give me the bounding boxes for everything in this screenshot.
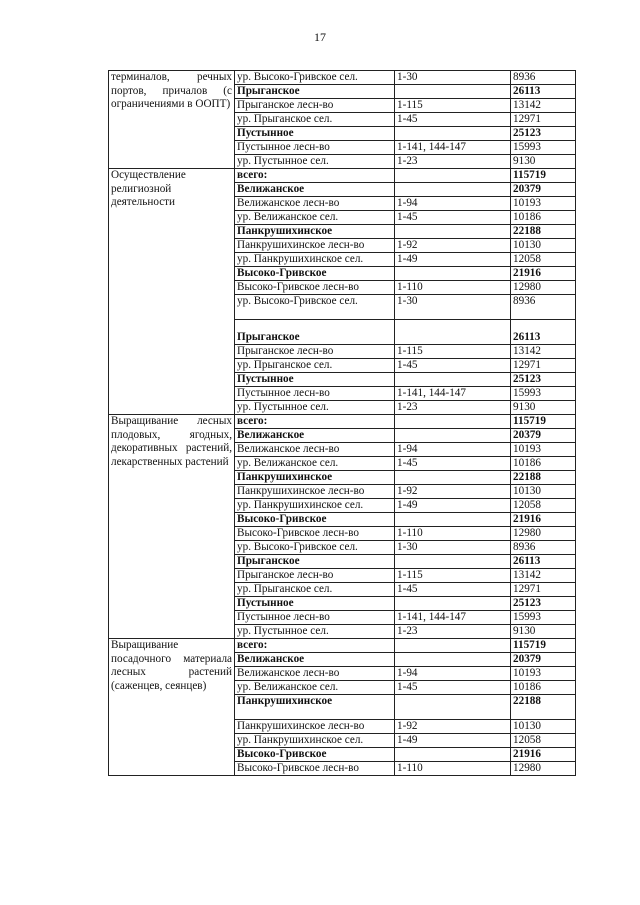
area-value: 10186	[511, 457, 576, 471]
quarter-numbers	[395, 320, 511, 345]
forest-area-name: Прыганское лесн-во	[235, 99, 395, 113]
area-value: 21916	[511, 748, 576, 762]
quarter-numbers: 1-45	[395, 359, 511, 373]
purpose-cell: Выращивание лесных плодовых, ягодных, декоративных растений, лекарственных растений	[109, 415, 235, 639]
forest-area-name: ур. Прыганское сел.	[235, 583, 395, 597]
quarter-numbers	[395, 415, 511, 429]
area-value: 13142	[511, 345, 576, 359]
quarter-numbers: 1-94	[395, 197, 511, 211]
forest-area-name: Велижанское лесн-во	[235, 197, 395, 211]
quarter-numbers: 1-115	[395, 569, 511, 583]
area-value: 22188	[511, 225, 576, 239]
quarter-numbers: 1-30	[395, 295, 511, 320]
area-value: 26113	[511, 555, 576, 569]
forest-area-name: Высоко-Гривское	[235, 267, 395, 281]
quarter-numbers: 1-30	[395, 71, 511, 85]
forest-area-name: Пустынное лесн-во	[235, 387, 395, 401]
quarter-numbers: 1-23	[395, 625, 511, 639]
quarter-numbers: 1-141, 144-147	[395, 387, 511, 401]
forest-area-name: Прыганское лесн-во	[235, 569, 395, 583]
quarter-numbers: 1-92	[395, 485, 511, 499]
forest-area-name: Пустынное лесн-во	[235, 611, 395, 625]
area-value: 12971	[511, 113, 576, 127]
purpose-cell: Выращивание посадочного материала лесных растений (саженцев, сеянцев)	[109, 639, 235, 776]
quarter-numbers: 1-94	[395, 443, 511, 457]
page-number: 17	[314, 30, 326, 44]
area-value: 10130	[511, 485, 576, 499]
area-value: 12058	[511, 499, 576, 513]
forest-area-name: Панкрушихинское	[235, 695, 395, 720]
forest-area-name: всего:	[235, 639, 395, 653]
forest-area-name: Панкрушихинское лесн-во	[235, 239, 395, 253]
area-value: 9130	[511, 625, 576, 639]
area-value: 10193	[511, 443, 576, 457]
forest-area-name: ур. Высоко-Гривское сел.	[235, 295, 395, 320]
forest-area-name: Велижанское лесн-во	[235, 667, 395, 681]
quarter-numbers: 1-92	[395, 239, 511, 253]
forest-area-name: Прыганское	[235, 85, 395, 99]
forest-area-name: Панкрушихинское	[235, 225, 395, 239]
forest-area-name: ур. Высоко-Гривское сел.	[235, 541, 395, 555]
area-value: 10186	[511, 681, 576, 695]
quarter-numbers: 1-141, 144-147	[395, 611, 511, 625]
area-value: 10186	[511, 211, 576, 225]
quarter-numbers	[395, 85, 511, 99]
forest-area-name: Панкрушихинское лесн-во	[235, 720, 395, 734]
quarter-numbers	[395, 639, 511, 653]
forest-area-name: ур. Прыганское сел.	[235, 113, 395, 127]
quarter-numbers	[395, 513, 511, 527]
area-value: 12980	[511, 527, 576, 541]
quarter-numbers: 1-141, 144-147	[395, 141, 511, 155]
area-value: 9130	[511, 401, 576, 415]
quarter-numbers: 1-110	[395, 762, 511, 776]
area-value: 21916	[511, 513, 576, 527]
quarter-numbers: 1-45	[395, 113, 511, 127]
forest-area-name: Велижанское	[235, 429, 395, 443]
forest-area-name: ур. Прыганское сел.	[235, 359, 395, 373]
area-value: 10130	[511, 239, 576, 253]
quarter-numbers: 1-49	[395, 734, 511, 748]
forest-area-name: Велижанское лесн-во	[235, 443, 395, 457]
forest-area-name: Пустынное	[235, 373, 395, 387]
area-value: 20379	[511, 429, 576, 443]
forest-area-name: ур. Пустынное сел.	[235, 625, 395, 639]
quarter-numbers: 1-45	[395, 583, 511, 597]
area-value: 26113	[511, 320, 576, 345]
area-value: 26113	[511, 85, 576, 99]
forest-area-name: Высоко-Гривское	[235, 513, 395, 527]
area-value: 15993	[511, 141, 576, 155]
area-value: 8936	[511, 295, 576, 320]
forest-area-name: ур. Пустынное сел.	[235, 401, 395, 415]
area-value: 20379	[511, 653, 576, 667]
quarter-numbers: 1-115	[395, 345, 511, 359]
quarter-numbers	[395, 555, 511, 569]
purpose-cell: терминалов, речных портов, причалов (с ограничениями в ООПТ)	[109, 71, 235, 169]
area-value: 12980	[511, 281, 576, 295]
forest-area-name: Велижанское	[235, 183, 395, 197]
area-value: 115719	[511, 639, 576, 653]
area-value: 10193	[511, 197, 576, 211]
forest-area-name: ур. Велижанское сел.	[235, 457, 395, 471]
quarter-numbers	[395, 373, 511, 387]
forest-area-name: Панкрушихинское	[235, 471, 395, 485]
quarter-numbers	[395, 597, 511, 611]
area-value: 12980	[511, 762, 576, 776]
forest-area-name: Пустынное	[235, 127, 395, 141]
purpose-cell: Осуществление религиозной деятельности	[109, 169, 235, 415]
area-value: 15993	[511, 611, 576, 625]
area-value: 22188	[511, 695, 576, 720]
area-value: 21916	[511, 267, 576, 281]
area-value: 8936	[511, 71, 576, 85]
quarter-numbers	[395, 127, 511, 141]
forest-area-name: Прыганское	[235, 555, 395, 569]
area-value: 115719	[511, 415, 576, 429]
quarter-numbers: 1-115	[395, 99, 511, 113]
quarter-numbers	[395, 748, 511, 762]
area-value: 13142	[511, 99, 576, 113]
forest-area-name: Высоко-Гривское лесн-во	[235, 281, 395, 295]
area-value: 20379	[511, 183, 576, 197]
forest-area-name: Пустынное лесн-во	[235, 141, 395, 155]
area-value: 22188	[511, 471, 576, 485]
quarter-numbers	[395, 471, 511, 485]
forest-area-name: ур. Велижанское сел.	[235, 211, 395, 225]
quarter-numbers	[395, 183, 511, 197]
area-value: 115719	[511, 169, 576, 183]
quarter-numbers: 1-110	[395, 281, 511, 295]
forest-area-name: всего:	[235, 415, 395, 429]
quarter-numbers: 1-94	[395, 667, 511, 681]
forest-area-name: ур. Высоко-Гривское сел.	[235, 71, 395, 85]
forest-area-name: ур. Велижанское сел.	[235, 681, 395, 695]
forest-area-name: ур. Панкрушихинское сел.	[235, 734, 395, 748]
area-value: 15993	[511, 387, 576, 401]
quarter-numbers: 1-23	[395, 155, 511, 169]
forest-area-name: Высоко-Гривское лесн-во	[235, 527, 395, 541]
quarter-numbers: 1-23	[395, 401, 511, 415]
table-row	[109, 169, 576, 183]
forest-area-name: ур. Панкрушихинское сел.	[235, 253, 395, 267]
forest-area-name: ур. Панкрушихинское сел.	[235, 499, 395, 513]
forest-area-name: Высоко-Гривское	[235, 748, 395, 762]
forest-area-name: Прыганское лесн-во	[235, 345, 395, 359]
quarter-numbers: 1-45	[395, 457, 511, 471]
area-value: 25123	[511, 127, 576, 141]
forest-area-name: ур. Пустынное сел.	[235, 155, 395, 169]
forest-area-name: всего:	[235, 169, 395, 183]
table-row	[109, 71, 576, 85]
quarter-numbers: 1-45	[395, 681, 511, 695]
quarter-numbers: 1-30	[395, 541, 511, 555]
area-value: 25123	[511, 373, 576, 387]
quarter-numbers	[395, 653, 511, 667]
forest-area-name: Прыганское	[235, 320, 395, 345]
area-value: 10193	[511, 667, 576, 681]
quarter-numbers	[395, 225, 511, 239]
forest-area-name: Высоко-Гривское лесн-во	[235, 762, 395, 776]
quarter-numbers: 1-110	[395, 527, 511, 541]
area-value: 12058	[511, 734, 576, 748]
area-value: 9130	[511, 155, 576, 169]
forestry-table	[108, 70, 576, 776]
forest-area-name: Велижанское	[235, 653, 395, 667]
table-row	[109, 415, 576, 429]
area-value: 12971	[511, 583, 576, 597]
quarter-numbers	[395, 695, 511, 720]
quarter-numbers	[395, 169, 511, 183]
area-value: 13142	[511, 569, 576, 583]
table-row	[109, 639, 576, 653]
area-value: 25123	[511, 597, 576, 611]
quarter-numbers: 1-49	[395, 499, 511, 513]
quarter-numbers	[395, 267, 511, 281]
forest-area-name: Панкрушихинское лесн-во	[235, 485, 395, 499]
quarter-numbers: 1-92	[395, 720, 511, 734]
area-value: 12971	[511, 359, 576, 373]
area-value: 10130	[511, 720, 576, 734]
quarter-numbers: 1-45	[395, 211, 511, 225]
quarter-numbers	[395, 429, 511, 443]
area-value: 12058	[511, 253, 576, 267]
area-value: 8936	[511, 541, 576, 555]
quarter-numbers: 1-49	[395, 253, 511, 267]
forest-area-name: Пустынное	[235, 597, 395, 611]
